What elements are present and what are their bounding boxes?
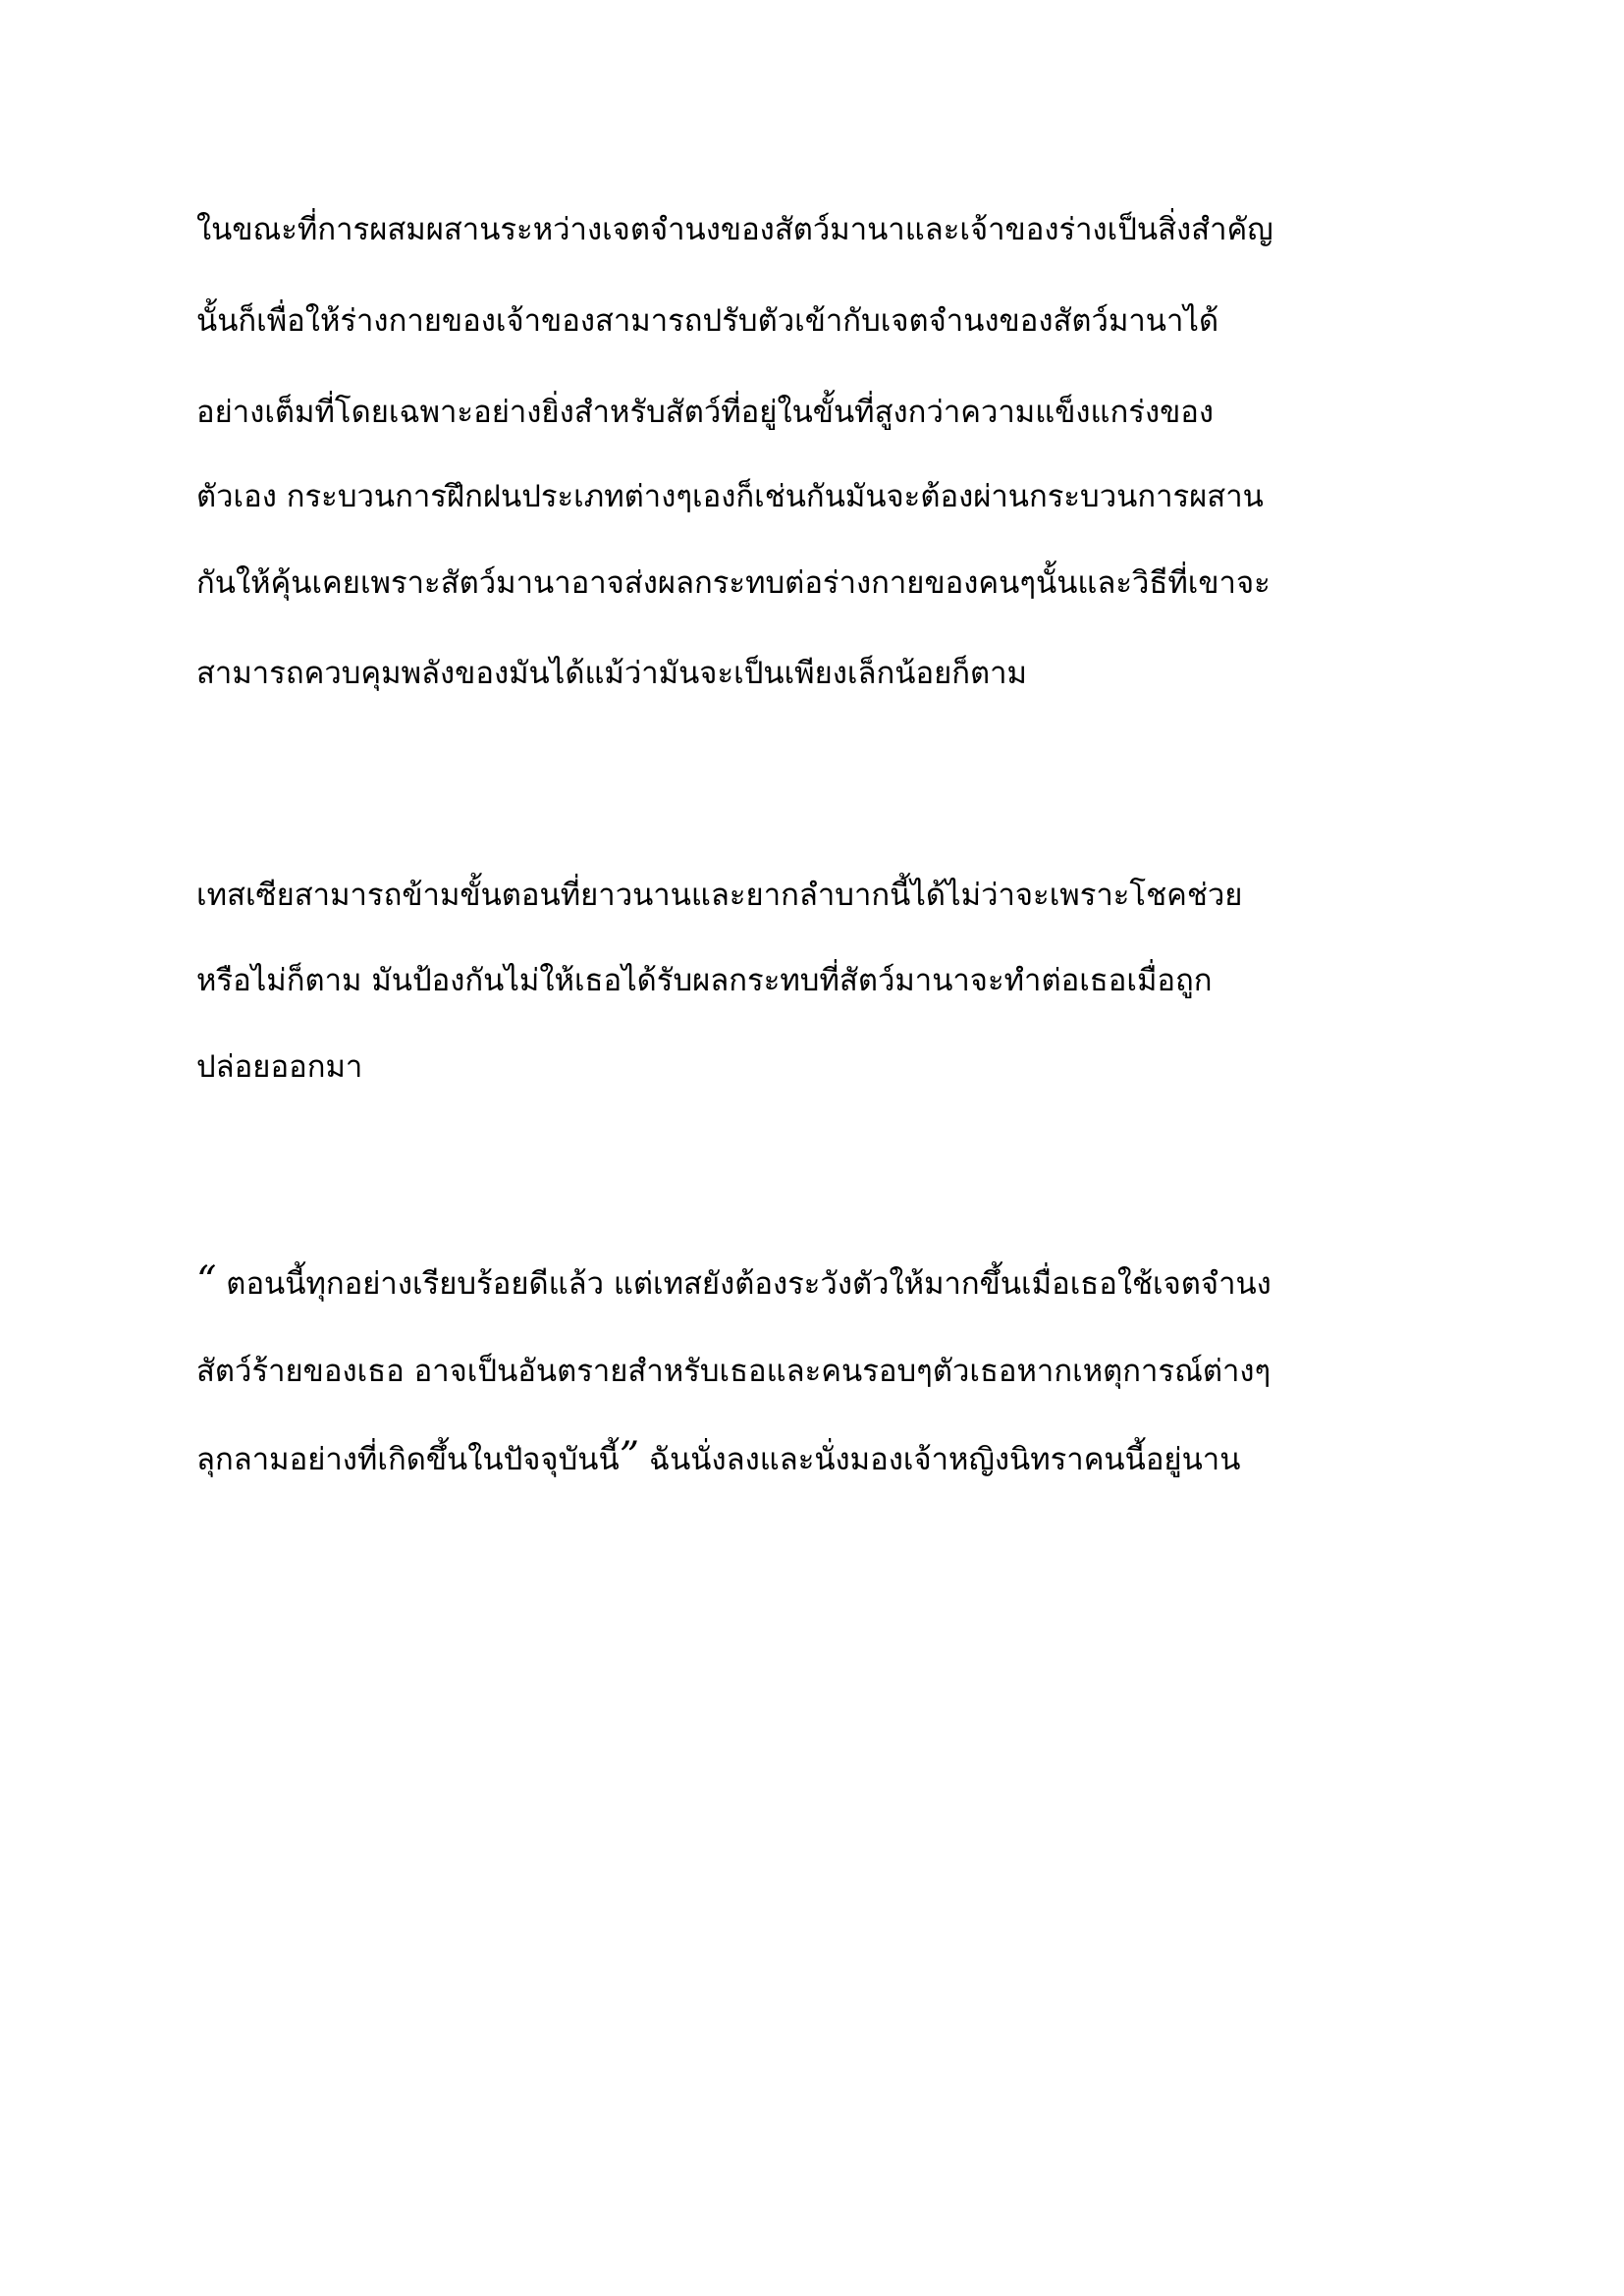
paragraph-line: กันให้คุ้นเคยเพราะสัตว์มานาอาจส่งผลกระทบต่อร่างกายของคนๆนั้นและวิธีที่เขาจะ [196, 565, 1271, 601]
dialogue-line [196, 1256, 1272, 1311]
paragraph-line: เทสเซียสามารถข้ามขั้นตอนที่ยาวนานและยากลำบากนี้ได้ไม่ว่าจะเพราะโชคช่วย [196, 878, 1243, 913]
open-quote-mark: “ [196, 1258, 217, 1304]
paragraph-line: ในขณะที่การผสมผสานระหว่างเจตจำนงของสัตว์มานาและเจ้าของร่างเป็นสิ่งสำคัญ [196, 212, 1273, 247]
dialogue-text: ตอนนี้ทุกอย่างเรียบร้อยดีแล้ว แต่เทสยังต้องระวังตัวให้มากขึ้นเมื่อเธอใช้เจตจำนง [216, 1266, 1272, 1302]
dialogue-text: ลุกลามอย่างที่เกิดขึ้นในปัจจุบันนี้ [196, 1442, 620, 1477]
paragraph-line: ปล่อยออกมา [196, 1049, 363, 1085]
paragraph-line: หรือไม่ก็ตาม มันป้องกันไม่ให้เธอได้รับผลกระทบที่สัตว์มานาจะทำต่อเธอเมื่อถูก [196, 963, 1213, 998]
paragraph-line: ตัวเอง กระบวนการฝึกฝนประเภทต่างๆเองก็เช่นกันมันจะต้องผ่านกระบวนการผสาน [196, 479, 1264, 514]
dialogue-line: สัตว์ร้ายของเธอ อาจเป็นอันตรายสำหรับเธอและคนรอบๆตัวเธอหากเหตุการณ์ต่างๆ [196, 1354, 1272, 1389]
paragraph-line: อย่างเต็มที่โดยเฉพาะอย่างยิ่งสำหรับสัตว์ที่อยู่ในขั้นที่สูงกว่าความแข็งแกร่งของ [196, 395, 1215, 430]
paragraph-line: สามารถควบคุมพลังของมันได้แม้ว่ามันจะเป็นเพียงเล็กน้อยก็ตาม [196, 656, 1027, 691]
paragraph-line: นั้นก็เพื่อให้ร่างกายของเจ้าของสามารถปรับตัวเข้ากับเจตจำนงของสัตว์มานาได้ [196, 303, 1219, 339]
close-quote-mark: ” [619, 1434, 640, 1479]
narration-text: ฉันนั่งลงและนั่งมองเจ้าหญิงนิทราคนนี้อยู่นาน [639, 1442, 1241, 1477]
dialogue-line [196, 1432, 1240, 1487]
